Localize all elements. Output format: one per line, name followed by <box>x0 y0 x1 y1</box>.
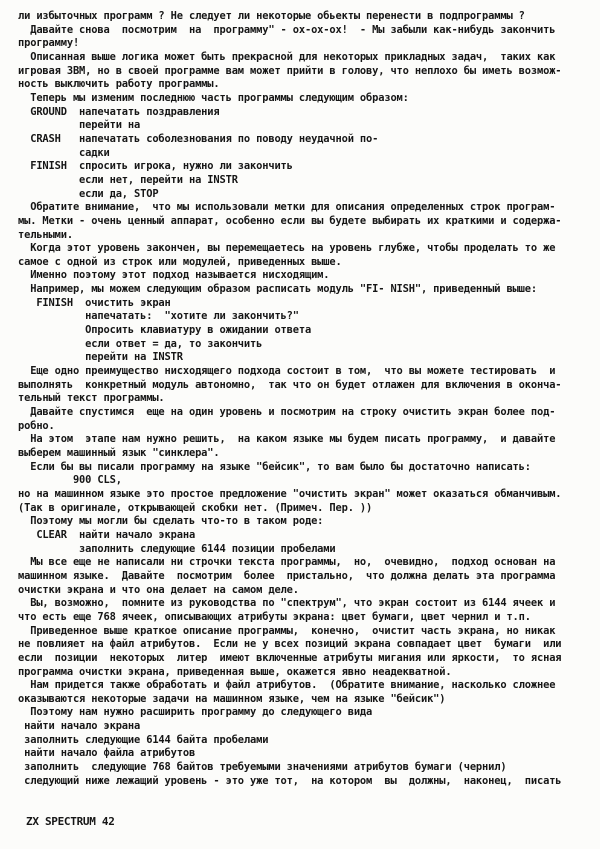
text-line: игровая ЗВМ, но в своей программе вам может прийти в голову, что неплохо бы иметь возмож- <box>18 64 562 77</box>
text-line: самое с одной из строк или модулей, приведенных выше. <box>18 255 342 268</box>
text-line: Вы, возможно, помните из руководства по "спектрум", что экран состоит из 6144 ячеек и <box>18 597 556 610</box>
text-line: заполнить следующие 6144 позиции пробелами <box>18 542 336 555</box>
text-line: На этом этапе нам нужно решить, на каком языке мы будем писать программу, и давайте <box>18 433 556 446</box>
text-line: программу! <box>18 37 80 50</box>
text-line: машинном языке. Давайте посмотрим более пристально, что должна делать эта программа <box>18 569 556 582</box>
text-line: выполнять конкретный модуль автономно, так что он будет отлажен для включения в оконча- <box>18 378 562 391</box>
text-line: Если бы вы писали программу на языке "бейсик", то вам было бы достаточно написать: <box>18 460 531 473</box>
text-line: но на машинном языке это простое предложение "очистить экран" может оказаться обманчивым. <box>18 487 562 500</box>
text-line: очистки экрана и что она делает на самом деле. <box>18 583 299 596</box>
text-line: FINISH очистить экран <box>18 296 171 309</box>
text-line: мы. Метки - очень ценный аппарат, особенно если вы будете выбирать их краткими и содержа- <box>18 214 562 227</box>
text-line: заполнить следующие 6144 байта пробелами <box>18 733 269 746</box>
text-line: программа очистки экрана, приведенная выше, окажется явно неадекватной. <box>18 665 452 678</box>
text-line: не повлияет на файл атрибутов. Если не у всех позиций экрана совпадает цвет бумаги или <box>18 638 562 651</box>
text-line: Когда этот уровень закончен, вы перемещаетесь на уровень глубже, чтобы проделать то же <box>18 242 556 255</box>
text-line: Поэтому мы могли бы сделать что-то в таком роде: <box>18 515 324 528</box>
text-line: Описанная выше логика может быть прекрасной для некоторых прикладных задач, таких как <box>18 50 556 63</box>
text-line: перейти на <box>18 119 141 132</box>
text-line: оказываются некоторые задачи на машинном языке, чем на языке "бейсик") <box>18 692 446 705</box>
text-line: (Так в оригинале, открывающей скобки нет. (Примеч. Пер. )) <box>18 501 373 514</box>
text-line: робно. <box>18 419 55 432</box>
text-line: Нам придется также обработать и файл атрибутов. (Обратите внимание, насколько сложнее <box>18 679 556 692</box>
text-line: Приведенное выше краткое описание программы, конечно, очистит часть экрана, но никак <box>18 624 556 637</box>
text-line: напечатать: "хотите ли закончить?" <box>18 310 299 323</box>
text-line: садки <box>18 146 110 159</box>
text-line: FINISH спросить игрока, нужно ли закончить <box>18 160 293 173</box>
text-line: Например, мы можем следующим образом расписать модуль "FI- NISH", приведенный выше: <box>18 283 537 296</box>
text-line: найти начало экрана <box>18 720 141 733</box>
text-line: Именно поэтому этот подход называется нисходящим. <box>18 269 330 282</box>
text-line: выберем машинный язык "синклера". <box>18 447 220 459</box>
text-line: CRASH напечатать соболезнования по поводу неудачной по- <box>18 132 379 145</box>
text-line: если ответ = да, то закончить <box>18 337 263 350</box>
text-line: Давайте спустимся еще на один уровень и посмотрим на строку очистить экран более под- <box>18 406 556 419</box>
page-text <box>18 10 561 788</box>
text-line: Давайте снова посмотрим на программу" - ох-ох-ох! - Мы забыли как-нибудь закончить <box>18 23 556 36</box>
text-line: Мы все еще не написали ни строчки текста программы, но, очевидно, подход основан на <box>18 556 556 569</box>
text-line: если да, STOP <box>18 187 159 200</box>
text-line: заполнить следующие 768 байтов требуемыми значениями атрибутов бумаги (чернил) <box>18 761 507 774</box>
text-line: если позиции некоторых литер имеют включенные атрибуты мигания или яркости, то ясная <box>18 651 562 664</box>
text-line: тельный текст программы. <box>18 392 165 405</box>
text-line: найти начало файла атрибутов <box>18 747 196 760</box>
text-line: следующий ниже лежащий уровень - это уже тот, на котором вы должны, наконец, писать <box>18 774 562 787</box>
text-line: CLEAR найти начало экрана <box>18 528 196 541</box>
text-line: Обратите внимание, что мы использовали метки для описания определенных строк програм- <box>18 201 556 214</box>
text-line: Поэтому нам нужно расширить программу до следующего вида <box>18 706 373 719</box>
text-line: тельными. <box>18 228 73 241</box>
page-footer-label: ZX SPECTRUM 42 <box>26 815 115 828</box>
text-line: ность выключить работу программы. <box>18 78 220 91</box>
text-line: что есть еще 768 ячеек, описывающих атрибуты экрана: цвет бумаги, цвет чернил и т.п. <box>18 610 531 623</box>
text-line: GROUND напечатать поздравления <box>18 105 220 118</box>
text-line: Опросить клавиатуру в ожидании ответа <box>18 324 312 337</box>
text-line: ли избыточных программ ? Не следует ли некоторые обьекты перенести в подпрограммы ? <box>18 10 525 22</box>
text-line: 900 CLS, <box>18 474 122 487</box>
text-line: Еще одно преимущество нисходящего подхода состоит в том, что вы можете тестировать и <box>18 365 556 378</box>
text-line: если нет, перейти на INSTR <box>18 173 238 186</box>
text-line: Теперь мы изменим последнюю часть программы следующим образом: <box>18 91 409 104</box>
text-line: перейти на INSTR <box>18 351 183 364</box>
